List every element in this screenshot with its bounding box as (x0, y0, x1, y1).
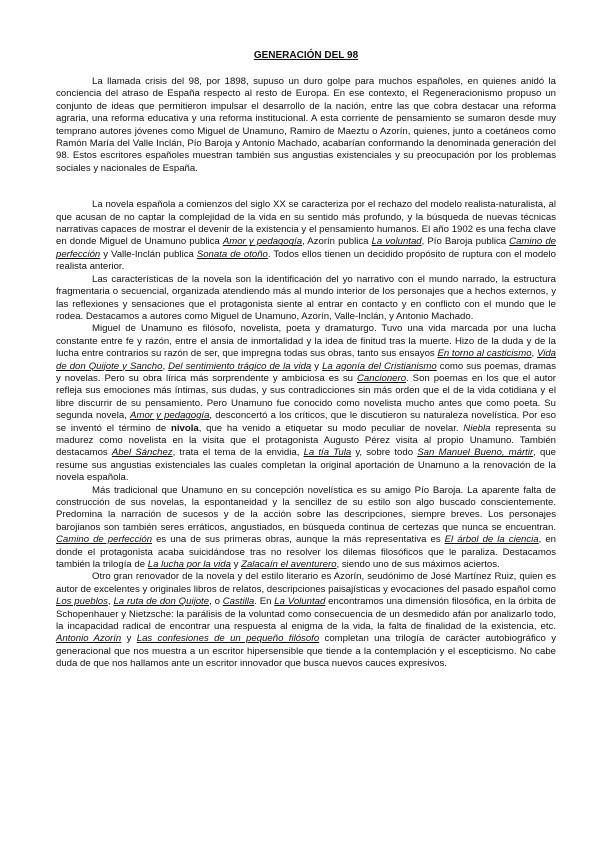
work-title: Cancionero (356, 372, 407, 384)
page-title: GENERACIÓN DEL 98 (253, 50, 359, 61)
work-title: Vida de don Quijote y Sancho (56, 348, 556, 372)
work-title: Del sentimiento trágico de la vida (168, 360, 312, 372)
work-title: La tía Tula (303, 447, 352, 459)
text-run: , (162, 360, 169, 372)
paragraph-azorin (56, 571, 556, 670)
text-run: y (230, 559, 242, 571)
work-title: La lucha por la vida (147, 559, 231, 571)
paragraph-baroja (56, 485, 556, 572)
text-run: completan una trilogía de carácter autobiográfico y generacional que nos muestra a un escritor hipersensible que tiende a la contemplación y el escepticismo. No cabe duda de que nos hallamos ante un escritor innovador que busca nuevos cauces expresivos. (56, 633, 557, 670)
text-run: y Valle-Inclán publica (100, 248, 197, 260)
text-run: , (531, 348, 537, 360)
work-title: En torno al casticismo (437, 348, 532, 360)
work-title: Antonio Azorín (56, 633, 122, 645)
work-title: Niebla (463, 422, 491, 434)
text-run: , siendo uno de sus máximos aciertos. (336, 559, 500, 571)
work-title: Los pueblos (56, 596, 108, 608)
work-title: Camino de perfección (56, 236, 556, 260)
text-run: , trata el tema de la envidia, (172, 447, 304, 459)
text-run: y, sobre todo (351, 447, 418, 459)
work-title: Sonata de otoño (196, 248, 268, 260)
text-run: como sus poemas, dramas y novelas. Pero su obra lírica más sorprendente y ambiciosa es su (56, 360, 556, 384)
paragraph-gap (56, 175, 556, 199)
text-run: , que resume sus angustias existenciales las cuales completan la original aportación de Unamuno a la renovación de la novela española. (56, 447, 557, 484)
work-title: Las confesiones de un pequeño filósofo (136, 633, 320, 645)
text-run: Otro gran renovador de la novela y del estilo literario es Azorín, seudónimo de José Martínez Ruiz, quien es autor de excelentes y originales libros de relatos, descripciones paisajísticas y evocaciones del pasado español como (56, 571, 556, 595)
text-run: es una de sus primeras obras, aunque la más representativa es (152, 534, 445, 546)
work-title: Amor y pedagogía (130, 410, 210, 422)
bold-term: nivola (170, 422, 199, 434)
text-run: , (107, 596, 114, 608)
work-title: La ruta de don Quijote (113, 596, 210, 608)
paragraph-unamuno (56, 323, 556, 484)
text-run: . Todos ellos tienen un decidido propósito de ruptura con el modelo realista anterior. (56, 248, 556, 273)
work-title: San Manuel Bueno, mártir (417, 447, 534, 459)
paragraph-caracteristicas (56, 274, 556, 324)
text-run: , que ha venido a etiquetar su modo peculiar de novelar. (198, 422, 464, 434)
work-title: La Voluntad (274, 596, 326, 608)
text-run: , en donde el protagonista acaba suicidándose tras no resolver los dilemas filosóficos que le paraliza. Destacamos también la trilogía de (56, 534, 557, 571)
text-run: , desconcertó a los críticos, que le discutieron su naturaleza novelística. Por eso se inventó el término de (56, 410, 556, 434)
text-run: encontramos una dimensión filosófica, en la órbita de Schopenhauer y Nietzsche: la parálisis de la voluntad como consecuencia de un desmedido afán por analizarlo todo, la incapacidad radical de encontrar una respuesta al enigma de la vida, la falta de finalidad de la existencia, etc. (56, 596, 556, 633)
work-title: Abel Sánchez (111, 447, 173, 459)
text-run: , Pío Baroja publica (421, 236, 510, 248)
text-run: La llamada crisis del 98, por 1898, supuso un duro golpe para muchos españoles, en quienes anidó la conciencia del atraso de España respecto al resto de Europa. En ese contexto, el Regeneracionismo propuso un conjunto de ideas que permitieron impulsar el desarrollo de la nación, entre las que cobra destacar una reforma agraria, una reforma educativa y una reforma institucional. A esta corriente de pensamiento se sumaron desde muy temprano autores jóvenes como Miguel de Unamuno, Ramiro de Maeztu o Azorín, quienes, junto a coetáneos como Ramón María del Valle Inclán, Pío Baroja y Antonio Machado, acabarían conformando la denominada generación del 98. Estos escritores españoles muestran también sus angustias existenciales y su preocupación por los problemas sociales y nacionales de España. (56, 76, 556, 174)
text-run: Miguel de Unamuno es filósofo, novelista, poeta y dramaturgo. Tuvo una vida marcada por una lucha constante entre fe y razón, entre el ansia de inmortalidad y la idea de finitud tras la muerte. Hizo de la duda y de la lucha entre contrarios su razón de ser, que impregna todas sus obras, tanto sus ensayos (56, 323, 556, 360)
paragraph-novela-siglo-xx (56, 199, 556, 273)
text-run: y (311, 360, 323, 372)
work-title: Camino de perfección (56, 534, 153, 546)
work-title: Castilla (222, 596, 255, 608)
paragraph-crisis-98 (56, 76, 556, 175)
work-title: Amor y pedagogía (222, 236, 303, 248)
work-title: El árbol de la ciencia (444, 534, 539, 546)
text-run: Más tradicional que Unamuno en su concepción novelística es su amigo Pío Baroja. La aparente falta de construcción de sus novelas, la espontaneidad y la sencillez de su estilo son algo buscado conscientemente. Predomina la narración de sucesos y de la acción sobre las descripciones, siempre breves. Los personajes barojianos son también seres erráticos, angustiados, en búsqueda continua de certezas que nunca se encuentran. (56, 484, 556, 533)
text-run: representa su madurez como novelista en la visita que el protagonista Augusto Pérez visita al propio Unamuno. También destacamos (56, 422, 556, 459)
work-title: La agonía del Cristianismo (322, 360, 437, 372)
work-title: Zalacaín el aventurero (241, 559, 337, 571)
work-title: La voluntad (371, 236, 422, 248)
text-run: y (121, 633, 137, 645)
text-run: , o (209, 596, 223, 608)
text-run: . En (254, 596, 275, 608)
text-run: . Son poemas en los que el autor refleja sus emociones más íntimas, sus dudas, y sus contradicciones sin más orden que el de la vida cotidiana y el libre discurrir de su pensamiento. Pero Unamuno fue conocido como novelista mucho antes que como poeta. Su segunda novela, (56, 372, 556, 422)
text-run: Las características de la novela son la identificación del yo narrativo con el mundo narrado, la estructura fragmentaria o secuencial, organizada atendiendo más al mundo interior de los personajes que a hechos externos, y las reflexiones y sensaciones que el protagonista siente al entrar en contacto y en conflicto con el mundo que le rodea. Destacamos a autores como Miguel de Unamuno, Azorín, Valle-Inclán, y Antonio Machado. (56, 273, 556, 322)
text-run: , Azorín publica (302, 236, 372, 248)
text-run: La novela española a comienzos del siglo XX se caracteriza por el rechazo del modelo realista-naturalista, al que acusan de no captar la complejidad de la vida en su sentido más profundo, y la búsqueda de nuevas técnicas narrativas capaces de mostrar el devenir de la existencia y el pensamiento humanos. El año 1902 es una fecha clave en donde Miguel de Unamuno publica (56, 199, 556, 248)
